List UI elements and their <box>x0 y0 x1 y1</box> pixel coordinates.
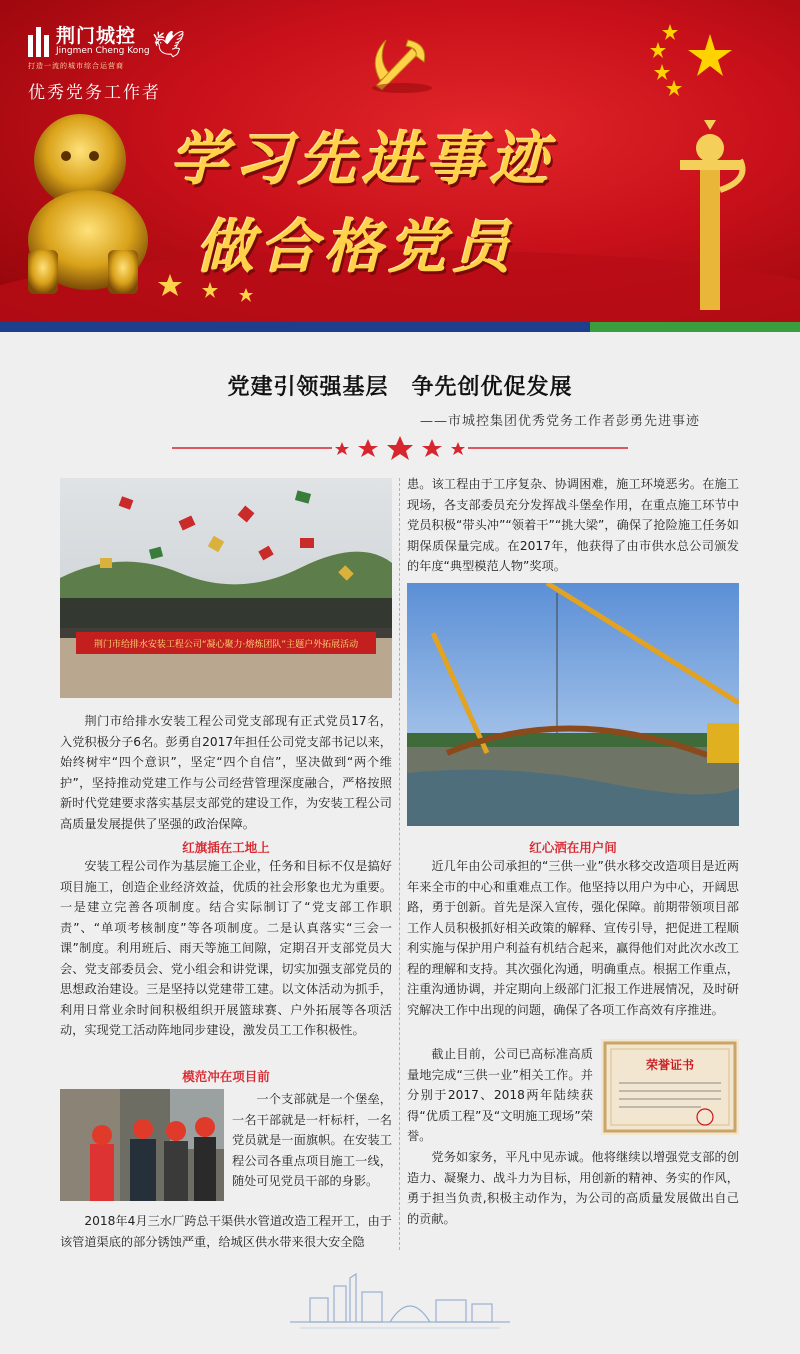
article-title: 党建引领强基层 争先创优促发展 <box>227 375 573 400</box>
column-divider <box>399 478 400 1250</box>
header-banner <box>0 0 800 322</box>
logo-slogan: 打造一流的城市综合运营商 <box>28 62 124 70</box>
section1-paragraph: 安装工程公司作为基层施工企业，任务和目标不仅是搞好项目施工，创造企业经济效益，优质的社会形象也尤为重要。一是建立完善各项制度。结合实际制订了“党支部工作职责”、“单项考核制度”等各项制度。二是认真落实“三会一课”制度。利用班后、雨天等施工间隙，定期召开支部党员大会、党支部委员会、党小组会和讲党课，切实加强支部党员的思想政治建设。三是坚持以党建带工建。以文体活动为抓手，利用日常业余时间积极组织开展篮球赛、户外拓展等各项活动，实现党工活动阵地同步建设，激发员工工作积极性。 <box>60 859 392 1037</box>
section2-paragraph-c: 患。该工程由于工序复杂、协调困难，施工环境恶劣。在施工现场，各支部委员充分发挥战斗堡垒作用，在重点施工环节中党员积极“带头冲”“领着干”“挑大梁”，确保了抢险施工任务如期保质保量完成。在2017年，他获得了由市供水总公司颁发的年度“典型模范人物”奖项。 <box>407 477 739 573</box>
article-byline: ——市城控集团优秀党务工作者彭勇先进事迹 <box>419 414 700 429</box>
flag-stars-icon <box>640 20 740 100</box>
section3-title: 红心洒在用户间 <box>529 840 617 855</box>
certificate-title: 荣誉证书 <box>645 1058 695 1072</box>
workers-photo <box>60 1089 224 1201</box>
pipeline-construction-photo <box>407 583 739 826</box>
logo-name-cn: 荆门城控 <box>56 25 137 47</box>
headline-line2: 做合格党员 <box>196 213 517 281</box>
section2-paragraph-a: 一个支部就是一个堡垒，一名干部就是一杆标杆，一名党员就是一面旗帜。在安装工程公司各重点项目施工一线，随处可见党员干部的身影。 <box>232 1092 392 1188</box>
photo1-banner-text: 荆门市给排水安装工程公司“凝心聚力·熔炼团队”主题户外拓展活动 <box>93 640 359 650</box>
section1-title: 红旗插在工地上 <box>182 840 270 855</box>
party-emblem-icon <box>362 28 442 98</box>
section3-paragraph-a: 近几年由公司承担的“三供一业”供水移交改造项目是近两年来全市的中心和重难点工作。他坚持以用户为中心，开阔思路，勇于创新。首先是深入宣传，强化保障。前期带领项目部工作人员积极抓好相关政策的解释、宣传引导，把促进工程顺利实施与保护用户利益有机结合起来，赢得他们对此次水改工程的理解和支持。其次强化沟通，明确重点。根据工作重点，注重沟通协调，并定期向上级部门汇报工作进展情况，及时研究解决工作中出现的问题，确保了各项工作高效有序推进。 <box>407 859 739 1017</box>
company-logo <box>28 26 150 57</box>
golden-lion-icon <box>8 100 158 300</box>
star-divider <box>172 436 628 460</box>
logo-mark-icon <box>28 27 50 57</box>
team-outdoor-photo <box>60 478 392 698</box>
headline-line1: 学习先进事迹 <box>170 125 555 193</box>
huabiao-pillar-icon <box>670 120 750 310</box>
section3-paragraph-b: 截止目前，公司已高标准高质量地完成“三供一业”相关工作。并分别于2017、2018两年陆续获得“优质工程”及“文明施工现场”荣誉。 <box>407 1047 593 1143</box>
banner-subtitle: 优秀党务工作者 <box>28 83 161 103</box>
color-strip <box>0 322 800 332</box>
intro-paragraph: 荆门市给排水安装工程公司党支部现有正式党员17名，入党积极分子6名。彭勇自2017年担任公司党支部书记以来，始终树牢“四个意识”，坚定“四个自信”，坚决做到“两个维护”，坚持推动党建工作与公司经营管理深度融合，严格按照新时代党建要求落实基层支部党的建设工作，为安装工程公司高质量发展提供了坚强的政治保障。 <box>60 714 392 831</box>
dove-icon: 🕊 <box>152 30 186 60</box>
section3-paragraph-c: 党务如家务，平凡中见赤诚。他将继续以增强党支部的创造力、凝聚力、战斗力为目标，用创新的精神、务实的作风，勇于担当负责,积极主动作为，为公司的高质量发展做出自己的贡献。 <box>407 1150 739 1226</box>
section2-title: 模范冲在项目前 <box>182 1069 270 1084</box>
honor-certificate-photo <box>601 1039 739 1135</box>
section2-paragraph-b: 2018年4月三水厂跨总干渠供水管道改造工程开工，由于该管道渠底的部分锈蚀严重，给城区供水带来很大安全隐 <box>60 1214 392 1249</box>
city-skyline-icon <box>290 1272 510 1332</box>
logo-name-en: Jingmen Cheng Kong <box>56 46 150 56</box>
